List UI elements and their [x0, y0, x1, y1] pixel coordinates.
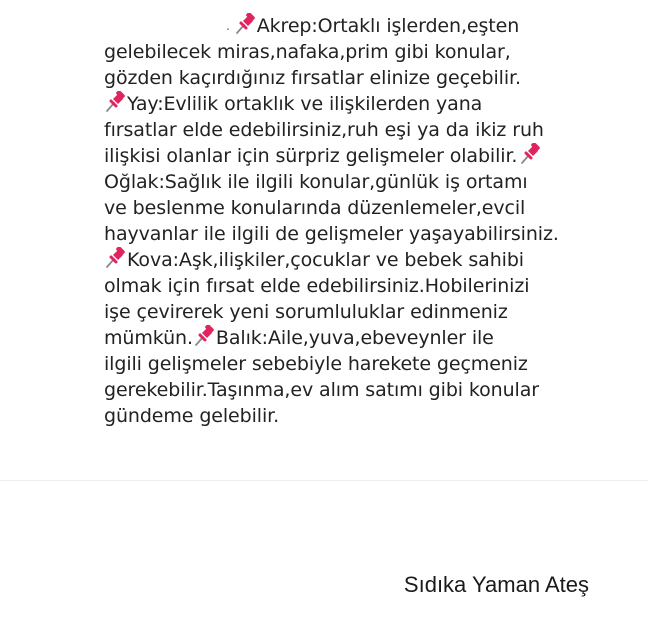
text-line: [104, 273, 529, 299]
lead-mark: .: [226, 19, 230, 33]
text-span: fırsatlar elde edebilirsiniz,ruh eşi ya da ikiz ruh: [104, 119, 544, 141]
divider: [0, 480, 648, 481]
text-line: [104, 377, 539, 403]
text-line: [104, 351, 528, 377]
text-line: [104, 143, 542, 169]
text-line: [104, 195, 525, 221]
text-span: olmak için fırsat elde edebilirsiniz.Hobilerinizi: [104, 275, 530, 297]
text-line: [104, 169, 528, 195]
text-line: [104, 117, 544, 143]
text-span: Kova:Aşk,ilişkiler,çocuklar ve bebek sahibi: [127, 249, 524, 271]
text-span: gözden kaçırdığınız fırsatlar elinize geçebilir.: [104, 67, 521, 89]
text-span: Akrep:Ortaklı işlerden,eşten: [256, 15, 520, 37]
pushpin-icon: [104, 247, 126, 269]
text-span: ve beslenme konularında düzenlemeler,evcil: [104, 197, 526, 219]
text-span: Yay:Evlilik ortaklık ve ilişkilerden yana: [127, 93, 483, 115]
pushpin-icon: [234, 13, 256, 35]
text-span: ilişkisi olanlar için sürpriz gelişmeler olabilir.: [104, 145, 518, 167]
text-line: [104, 299, 508, 325]
pushpin-icon: [519, 143, 541, 165]
text-line: [104, 221, 559, 247]
text-span: hayvanlar ile ilgili de gelişmeler yaşayabilirsiniz.: [104, 223, 559, 245]
text-line: [226, 13, 519, 39]
text-span: Oğlak:Sağlık ile ilgili konular,günlük iş ortamı: [104, 171, 528, 193]
text-line: [104, 65, 521, 91]
text-line: [104, 247, 524, 273]
text-span: ilgili gelişmeler sebebiyle harekete geçmeniz: [104, 353, 528, 375]
text-line: [104, 403, 279, 429]
text-line: [104, 91, 482, 117]
text-span: Balık:Aile,yuva,ebeveynler ile: [215, 327, 494, 349]
text-line: [104, 325, 494, 351]
text-span: gerekebilir.Taşınma,ev alım satımı gibi konular: [104, 379, 539, 401]
text-line: [104, 39, 511, 65]
text-span: işe çevirerek yeni sorumluluklar edinmeniz: [104, 301, 508, 323]
pushpin-icon: [193, 325, 215, 347]
text-span: gelebilecek miras,nafaka,prim gibi konular,: [104, 41, 511, 63]
author-signature: Sıdıka Yaman Ateş: [403, 572, 589, 597]
text-span: mümkün.: [104, 327, 193, 349]
text-span: gündeme gelebilir.: [104, 405, 280, 427]
pushpin-icon: [104, 91, 126, 113]
